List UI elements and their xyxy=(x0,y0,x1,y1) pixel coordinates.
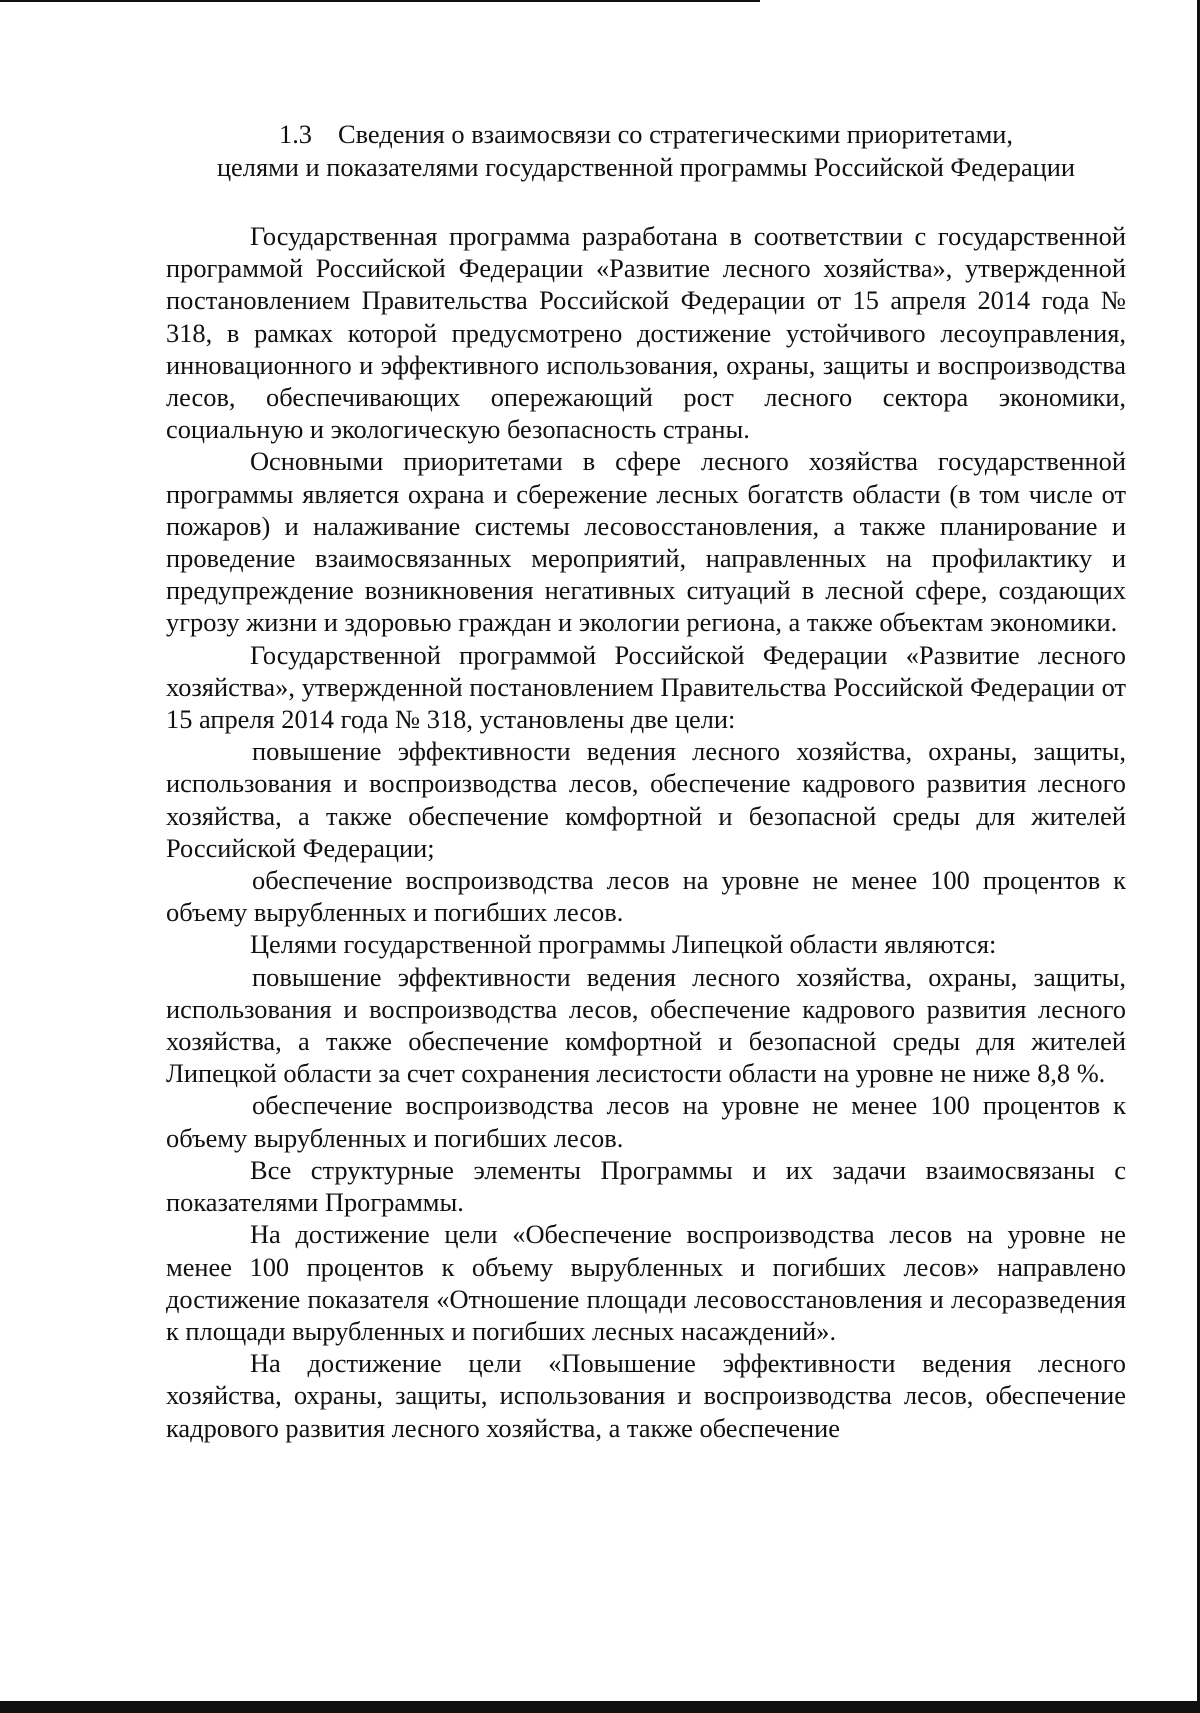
section-number: 1.3 xyxy=(279,119,312,149)
paragraph-priorities: Основными приоритетами в сфере лесного хозяйства государственной программы является охрана и сбережение лесных богатств области (в том числе от пожаров) и налаживание системы лесовосстановления, а также планирование и проведение взаимосвязанных мероприятий, направленных на профилактику и предупреждение возникновения негативных ситуаций в лесной сфере, создающих угрозу жизни и здоровью граждан и экологии региона, а также объектам экономики. xyxy=(166,446,1126,638)
document-page xyxy=(166,118,1126,1444)
regional-goal-item-2: обеспечение воспроизводства лесов на уровне не менее 100 процентов к объему вырубленных и погибших лесов. xyxy=(166,1090,1126,1153)
section-heading-line-1 xyxy=(166,118,1126,151)
section-title-part-2: целями и показателями государственной программы Российской Федерации xyxy=(216,152,1076,182)
paragraph-regional-goals-intro: Целями государственной программы Липецкой области являются: xyxy=(250,929,997,960)
section-title-part-1: Сведения о взаимосвязи со стратегическими приоритетами, xyxy=(338,119,1013,149)
federal-goal-item-2: обеспечение воспроизводства лесов на уровне не менее 100 процентов к объему вырубленных и погибших лесов. xyxy=(166,865,1126,928)
paragraph-federal-goals-intro: Государственной программой Российской Федерации «Развитие лесного хозяйства», утвержденной постановлением Правительства Российской Федерации от 15 апреля 2014 года № 318, установлены две цели: xyxy=(166,639,1126,735)
section-heading xyxy=(166,118,1126,184)
regional-goal-item-1: повышение эффективности ведения лесного хозяйства, охраны, защиты, использования и воспроизводства лесов, обеспечение кадрового развития лесного хозяйства, а также обеспечение комфортной и безопасной среды для жителей Липецкой области за счет сохранения лесистости области на уровне не ниже 8,8 %. xyxy=(166,961,1126,1089)
federal-goal-item-1: повышение эффективности ведения лесного хозяйства, охраны, защиты, использования и воспроизводства лесов, обеспечение кадрового развития лесного хозяйства, а также обеспечение комфортной и безопасной среды для жителей Российской Федерации; xyxy=(166,736,1126,863)
paragraph-efficiency-goal: На достижение цели «Повышение эффективности ведения лесного хозяйства, охраны, защиты, использования и воспроизводства лесов, обеспечение кадрового развития лесного хозяйства, а также обеспечение xyxy=(166,1348,1126,1443)
paragraph-structural-elements: Все структурные элементы Программы и их задачи взаимосвязаны с показателями Программы. xyxy=(166,1154,1126,1218)
scan-edge-top xyxy=(0,0,760,2)
paragraph-reproduction-goal: На достижение цели «Обеспечение воспроизводства лесов на уровне не менее 100 процентов к объему вырубленных и погибших лесов» направлено достижение показателя «Отношение площади лесовосстановления и лесоразведения к площади вырубленных и погибших лесных насаждений». xyxy=(166,1219,1126,1346)
scan-edge-bottom xyxy=(0,1701,1200,1713)
paragraph-program-basis: Государственная программа разработана в соответствии с государственной программой Российской Федерации «Развитие лесного хозяйства», утвержденной постановлением Правительства Российской Федерации от 15 апреля 2014 года № 318, в рамках которой предусмотрено достижение устойчивого лесоуправления, инновационного и эффективного использования, охраны, защиты и воспроизводства лесов, обеспечивающих опережающий рост лесного сектора экономики, социальную и экологическую безопасность страны. xyxy=(166,221,1126,445)
